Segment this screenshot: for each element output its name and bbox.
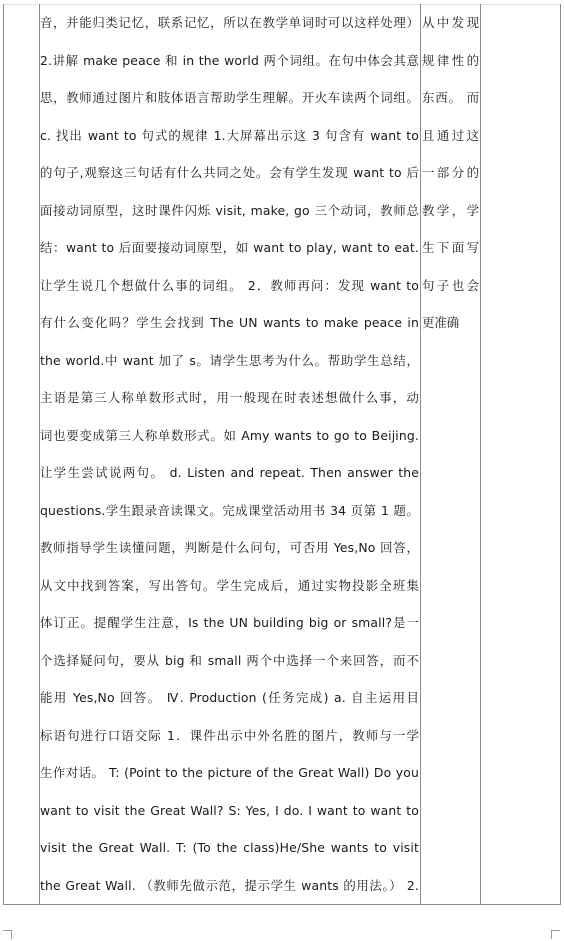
text-line: 的句子,观察这三句话有什么共同之处。会有学生发现 want to 后 [40, 165, 419, 180]
text-line: 2.讲解 make peace 和 in the world 两个词组。在句中体会其意 [40, 52, 419, 68]
note-line: 教学，学 [422, 202, 479, 218]
text-line: 能用 Yes,No 回答。 Ⅳ. Production (任务完成) a. 自主运用目 [40, 690, 419, 705]
note-line: 且通过这 [422, 127, 479, 143]
text-line: 主语是第三人称单数形式时，用一般现在时表述想做什么事，动 [40, 390, 419, 405]
note-line: 一部分的 [422, 165, 479, 180]
crop-mark [3, 930, 12, 939]
teaching-process-cell [40, 10, 419, 910]
note-line: 规律性的 [422, 52, 479, 68]
text-line: 从文中找到答案，写出答句。学生完成后，通过实物投影全班集 [40, 577, 419, 593]
text-line: c. 找出 want to 句式的规律 1.大屏幕出示这 3 句含有 want to [40, 127, 419, 143]
text-line: 标语句进行口语交际 1．课件出示中外名胜的图片，教师与一学 [40, 727, 419, 743]
text-line: want to visit the Great Wall? S: Yes, I do. I want to want to [40, 802, 419, 818]
text-line: questions.学生跟录音读课文。完成课堂活动用书 34 页第 1 题。 [40, 502, 419, 518]
note-line: 更准确 [422, 315, 460, 330]
text-line: the Great Wall. （教师先做示范，提示学生 wants 的用法。） 2. [40, 877, 419, 893]
text-line: 让学生尝试说两句。 d. Listen and repeat. Then answer the [40, 465, 419, 480]
text-line: 有什么变化吗？学生会找到 The UN wants to make peace in [40, 315, 419, 330]
text-line: the world.中 want 加了 s。请学生思考为什么。帮助学生总结， [40, 352, 419, 368]
note-line: 从中发现 [422, 15, 479, 30]
design-intent-cell [422, 10, 479, 348]
note-line: 句子也会 [422, 277, 479, 293]
crop-mark [551, 930, 560, 939]
text-line: 音，并能归类记忆，联系记忆，所以在教学单词时可以这样处理） [40, 15, 419, 30]
column-divider [480, 4, 481, 905]
column-divider [420, 4, 421, 905]
text-line: 面接动词原型，这时课件闪烁 visit, make, go 三个动词，教师总 [40, 202, 419, 218]
text-line: 词也要变成第三人称单数形式。如 Amy wants to go to Beijing. [40, 427, 419, 443]
text-line: 体订正。提醒学生注意，Is the UN building big or small?是一 [40, 615, 419, 630]
text-line: 个选择疑问句，要从 big 和 small 两个中选择一个来回答，而不 [40, 652, 419, 668]
text-line: visit the Great Wall. T: (To the class)He/She wants to visit [40, 840, 419, 855]
text-line: 教师指导学生读懂问题，判断是什么问句，可否用 Yes,No 回答， [40, 540, 419, 555]
text-line: 结：want to 后面要接动词原型，如 want to play, want to eat. [40, 240, 419, 255]
text-line: 让学生说几个想做什么事的词组。 2．教师再问：发现 want to [40, 277, 419, 293]
text-line: 思，教师通过图片和肢体语言帮助学生理解。开火车读两个词组。 [40, 90, 419, 105]
note-line: 生下面写 [422, 240, 479, 255]
note-line: 东西。 而 [422, 90, 479, 105]
text-line: 生作对话。 T: (Point to the picture of the Great Wall) Do you [40, 765, 419, 780]
